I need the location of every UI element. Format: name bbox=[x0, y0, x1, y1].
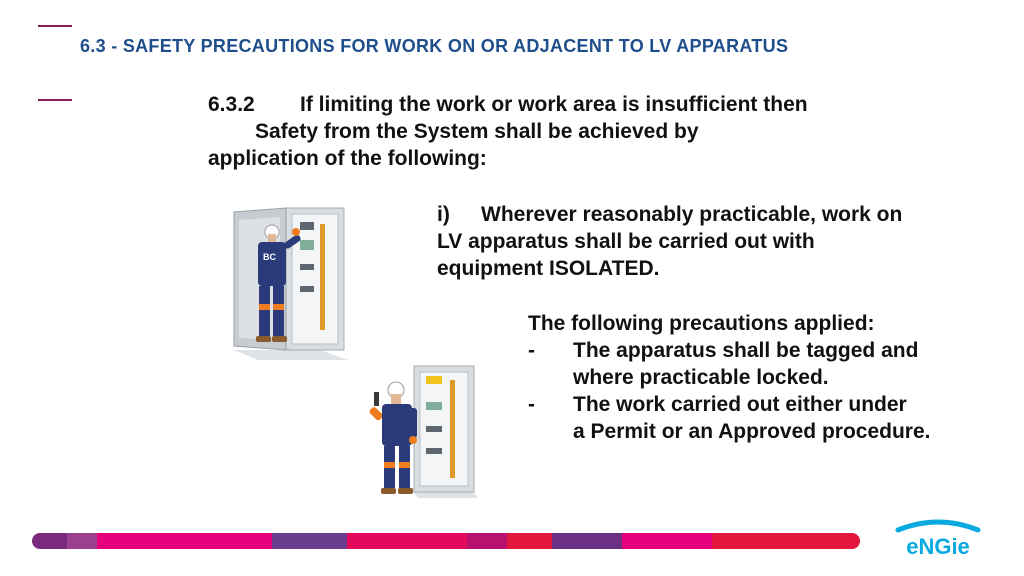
precaution-1-dash: - bbox=[528, 339, 535, 362]
precaution-1-line-1-row bbox=[528, 337, 918, 364]
section-number: 6.3.2 bbox=[208, 93, 255, 116]
accent-line-mid bbox=[38, 99, 72, 101]
accent-line-top bbox=[38, 25, 72, 27]
section-heading bbox=[208, 91, 808, 118]
item-line-1-row bbox=[437, 201, 902, 228]
precaution-1-line-1: The apparatus shall be tagged and bbox=[573, 339, 919, 362]
precaution-2-line-2-row bbox=[528, 418, 930, 445]
precaution-2-line-2: a Permit or an Approved procedure. bbox=[573, 420, 931, 443]
illustration-worker-with-tool bbox=[362, 362, 480, 500]
illustration-worker-at-cabinet bbox=[228, 200, 358, 362]
worker-with-tool-figure bbox=[368, 382, 417, 494]
section-line-1: If limiting the work or work area is insufficient then bbox=[300, 93, 808, 116]
item-number: i) bbox=[437, 203, 450, 226]
engie-logo bbox=[888, 512, 988, 560]
section-line-3: application of the following: bbox=[208, 147, 487, 170]
item-line-1: Wherever reasonably practicable, work on bbox=[481, 203, 903, 226]
worker-badge: BC bbox=[263, 252, 276, 262]
item-line-3: equipment ISOLATED. bbox=[437, 257, 660, 280]
slide-title: 6.3 - SAFETY PRECAUTIONS FOR WORK ON OR ADJACENT TO LV APPARATUS bbox=[80, 36, 789, 56]
item-line-2: LV apparatus shall be carried out with bbox=[437, 230, 815, 253]
precaution-2-dash: - bbox=[528, 393, 535, 416]
precaution-1-line-2-row bbox=[528, 364, 829, 391]
precaution-2-line-1-row bbox=[528, 391, 907, 418]
section-line-2: Safety from the System shall be achieved by bbox=[255, 120, 699, 143]
precautions-heading: The following precautions applied: bbox=[528, 312, 875, 335]
precaution-2-line-1: The work carried out either under bbox=[573, 393, 907, 416]
logo-text: eNGie bbox=[906, 534, 970, 559]
decorative-gradient-bar bbox=[32, 533, 860, 549]
precaution-1-line-2: where practicable locked. bbox=[573, 366, 829, 389]
